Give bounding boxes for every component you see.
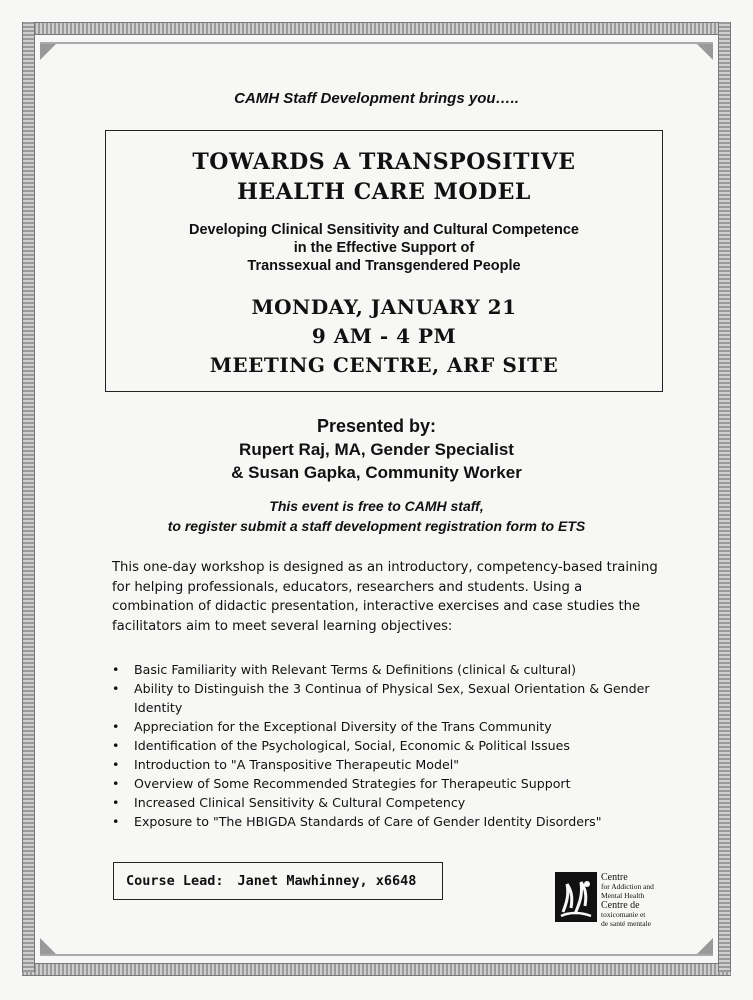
logo-text-line: for Addiction and <box>601 882 654 891</box>
course-lead-contact: Janet Mawhinney, x6648 <box>237 873 417 889</box>
course-lead-box <box>113 862 443 900</box>
objective-text: Appreciation for the Exceptional Diversity of the Trans Community <box>134 719 552 734</box>
event-location: MEETING CENTRE, ARF SITE <box>209 353 559 377</box>
event-subtitle-line-3: Transsexual and Transgendered People <box>247 258 521 274</box>
corner-ornament-bottom-left <box>40 938 56 954</box>
page-border-bottom <box>22 963 731 976</box>
list-item <box>112 736 672 755</box>
objective-text: Identification of the Psychological, Social, Economic & Political Issues <box>134 738 570 753</box>
objective-text: Basic Familiarity with Relevant Terms & Definitions (clinical & cultural) <box>134 662 577 677</box>
logo-text-line: toxicomanie et <box>601 910 646 919</box>
logo-text-line: Centre <box>601 872 628 883</box>
list-item <box>112 812 672 831</box>
list-item <box>112 717 672 736</box>
list-item <box>112 660 672 679</box>
inner-rule-bottom <box>40 954 713 956</box>
list-item <box>112 774 672 793</box>
corner-ornament-bottom-right <box>697 938 713 954</box>
registration-note <box>0 496 753 536</box>
presenter-line-1: Rupert Raj, MA, Gender Specialist <box>239 440 514 459</box>
bullet-icon: • <box>112 738 120 753</box>
bullet-icon: • <box>112 776 120 791</box>
event-subtitle-line-2: in the Effective Support of <box>293 240 475 256</box>
learning-objectives-list <box>112 660 672 831</box>
bullet-icon: • <box>112 795 120 810</box>
corner-ornament-top-right <box>697 44 713 60</box>
objective-text: Exposure to "The HBIGDA Standards of Care of Gender Identity Disorders" <box>134 814 602 829</box>
event-subtitle-line-1: Developing Clinical Sensitivity and Cultural Competence <box>189 222 579 238</box>
event-date: MONDAY, JANUARY 21 <box>251 295 517 319</box>
event-title-line-2: HEALTH CARE MODEL <box>237 179 531 205</box>
corner-ornament-top-left <box>40 44 56 60</box>
page-border-top <box>22 22 731 35</box>
bullet-icon: • <box>112 662 120 677</box>
intro-line: CAMH Staff Development brings you….. <box>234 90 519 107</box>
course-lead-label: Course Lead: <box>126 873 224 889</box>
event-subtitle <box>106 221 662 275</box>
logo-text-line: Mental Health <box>601 890 645 900</box>
objective-text: Ability to Distinguish the 3 Continua of Physical Sex, Sexual Orientation & Gender Identity <box>134 681 650 715</box>
inner-rule-top <box>40 42 713 44</box>
camh-logo-icon <box>555 872 597 922</box>
event-title-line-1: TOWARDS A TRANSPOSITIVE <box>192 149 576 175</box>
bullet-icon: • <box>112 814 120 829</box>
bullet-icon: • <box>112 757 120 772</box>
presenters <box>0 415 753 484</box>
list-item <box>112 679 672 717</box>
camh-logo-text <box>601 872 654 928</box>
bullet-icon: • <box>112 681 120 696</box>
event-title <box>106 147 662 207</box>
registration-line-2: to register submit a staff development registration form to ETS <box>167 518 586 534</box>
event-time: 9 AM - 4 PM <box>311 324 457 348</box>
presenters-heading: Presented by: <box>316 416 437 436</box>
presenter-line-2: & Susan Gapka, Community Worker <box>231 463 522 482</box>
objective-text: Overview of Some Recommended Strategies for Therapeutic Support <box>134 776 571 791</box>
list-item <box>112 793 672 812</box>
logo-text-line: de santé mentale <box>601 918 651 928</box>
title-box <box>105 130 663 392</box>
objective-text: Increased Clinical Sensitivity & Cultural Competency <box>134 795 466 810</box>
workshop-description: This one-day workshop is designed as an introductory, competency-based training for helping professionals, educators, researchers and students. Using a combination of didactic presentation, interactive exercises and case studies the facilitators aim to meet several learning objectives: <box>112 560 658 634</box>
registration-line-1: This event is free to CAMH staff, <box>269 498 484 514</box>
list-item <box>112 755 672 774</box>
camh-logo <box>555 872 665 927</box>
objective-text: Introduction to "A Transpositive Therapeutic Model" <box>134 757 460 772</box>
bullet-icon: • <box>112 719 120 734</box>
event-details <box>106 293 662 380</box>
logo-text-line: Centre de <box>601 900 640 911</box>
